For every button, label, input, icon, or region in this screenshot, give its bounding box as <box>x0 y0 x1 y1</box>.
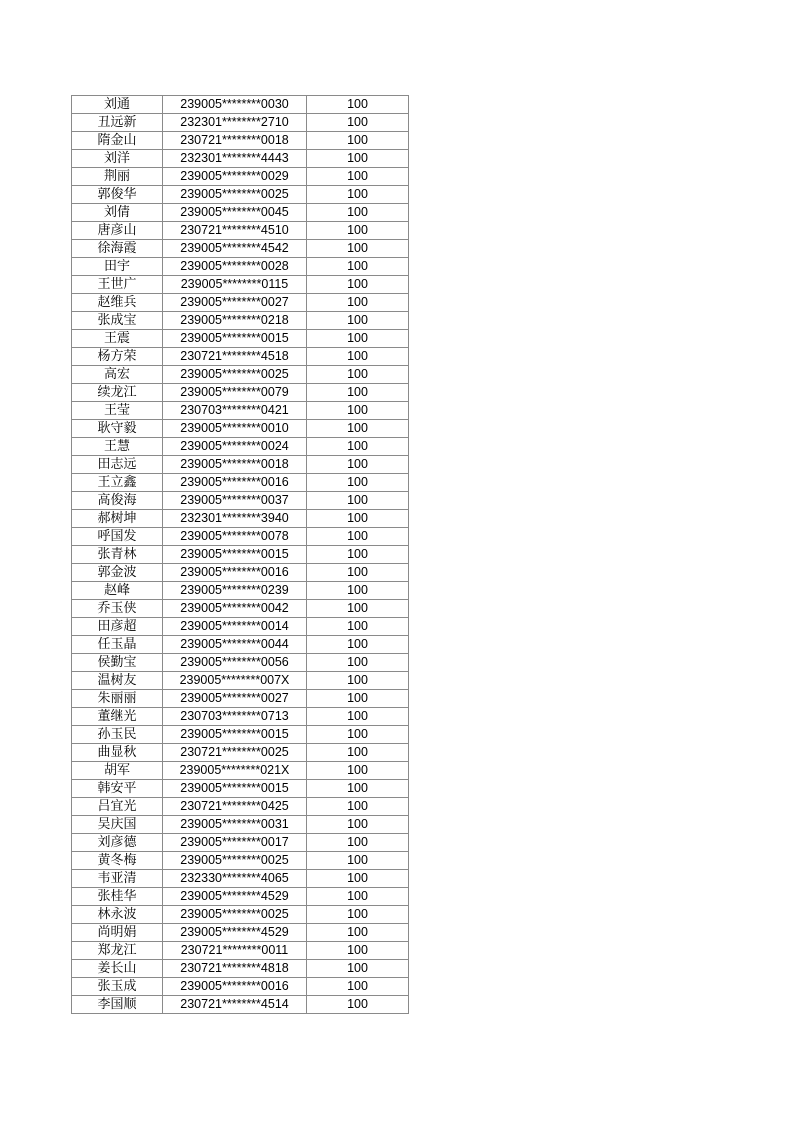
name-cell: 刘倩 <box>72 204 163 222</box>
table-row <box>72 114 409 132</box>
table-row <box>72 330 409 348</box>
table-row <box>72 132 409 150</box>
name-cell: 王立鑫 <box>72 474 163 492</box>
name-cell: 隋金山 <box>72 132 163 150</box>
score-cell: 100 <box>307 492 409 510</box>
table-row <box>72 546 409 564</box>
id-number-cell: 239005********0028 <box>163 258 307 276</box>
score-cell: 100 <box>307 960 409 978</box>
table-row <box>72 168 409 186</box>
id-number-cell: 230721********4818 <box>163 960 307 978</box>
name-cell: 郭俊华 <box>72 186 163 204</box>
score-cell: 100 <box>307 150 409 168</box>
id-number-cell: 239005********0029 <box>163 168 307 186</box>
score-cell: 100 <box>307 978 409 996</box>
id-number-cell: 230721********0025 <box>163 744 307 762</box>
table-row <box>72 636 409 654</box>
id-number-cell: 239005********007X <box>163 672 307 690</box>
id-number-cell: 239005********0015 <box>163 546 307 564</box>
id-number-cell: 239005********0016 <box>163 978 307 996</box>
table-row <box>72 906 409 924</box>
name-cell: 张青林 <box>72 546 163 564</box>
id-number-cell: 230721********4518 <box>163 348 307 366</box>
name-cell: 王慧 <box>72 438 163 456</box>
name-cell: 王震 <box>72 330 163 348</box>
id-number-cell: 239005********0025 <box>163 906 307 924</box>
id-number-cell: 230721********0011 <box>163 942 307 960</box>
table-row <box>72 240 409 258</box>
id-number-cell: 239005********0031 <box>163 816 307 834</box>
id-number-cell: 239005********0030 <box>163 96 307 114</box>
name-cell: 姜长山 <box>72 960 163 978</box>
name-cell: 荆丽 <box>72 168 163 186</box>
name-cell: 田彦超 <box>72 618 163 636</box>
id-number-cell: 239005********0044 <box>163 636 307 654</box>
score-cell: 100 <box>307 420 409 438</box>
score-cell: 100 <box>307 870 409 888</box>
score-cell: 100 <box>307 384 409 402</box>
score-cell: 100 <box>307 996 409 1014</box>
table-row <box>72 816 409 834</box>
table-row <box>72 744 409 762</box>
score-cell: 100 <box>307 528 409 546</box>
id-number-cell: 239005********0014 <box>163 618 307 636</box>
score-cell: 100 <box>307 744 409 762</box>
table-row <box>72 672 409 690</box>
score-cell: 100 <box>307 312 409 330</box>
name-cell: 胡军 <box>72 762 163 780</box>
table-row <box>72 348 409 366</box>
table-row <box>72 690 409 708</box>
score-cell: 100 <box>307 780 409 798</box>
score-cell: 100 <box>307 204 409 222</box>
name-cell: 韦亚清 <box>72 870 163 888</box>
data-table <box>71 95 409 1014</box>
name-cell: 尚明娟 <box>72 924 163 942</box>
table-row <box>72 726 409 744</box>
id-number-cell: 239005********0037 <box>163 492 307 510</box>
name-cell: 乔玉侠 <box>72 600 163 618</box>
table-row <box>72 996 409 1014</box>
name-cell: 王莹 <box>72 402 163 420</box>
id-number-cell: 239005********0025 <box>163 366 307 384</box>
name-cell: 郭金波 <box>72 564 163 582</box>
table-row <box>72 834 409 852</box>
table-row <box>72 888 409 906</box>
score-cell: 100 <box>307 816 409 834</box>
name-cell: 续龙江 <box>72 384 163 402</box>
id-number-cell: 239005********0025 <box>163 186 307 204</box>
score-cell: 100 <box>307 96 409 114</box>
name-cell: 朱丽丽 <box>72 690 163 708</box>
score-cell: 100 <box>307 240 409 258</box>
score-cell: 100 <box>307 186 409 204</box>
score-cell: 100 <box>307 510 409 528</box>
table-row <box>72 96 409 114</box>
id-number-cell: 239005********0018 <box>163 456 307 474</box>
score-cell: 100 <box>307 258 409 276</box>
table-row <box>72 474 409 492</box>
name-cell: 董继光 <box>72 708 163 726</box>
name-cell: 温树友 <box>72 672 163 690</box>
table-row <box>72 366 409 384</box>
id-number-cell: 239005********021X <box>163 762 307 780</box>
score-cell: 100 <box>307 600 409 618</box>
score-cell: 100 <box>307 222 409 240</box>
score-cell: 100 <box>307 546 409 564</box>
score-cell: 100 <box>307 168 409 186</box>
id-number-cell: 232301********4443 <box>163 150 307 168</box>
score-cell: 100 <box>307 924 409 942</box>
name-cell: 黄冬梅 <box>72 852 163 870</box>
id-number-cell: 232330********4065 <box>163 870 307 888</box>
score-cell: 100 <box>307 762 409 780</box>
table-row <box>72 654 409 672</box>
table-row <box>72 852 409 870</box>
score-cell: 100 <box>307 672 409 690</box>
score-cell: 100 <box>307 726 409 744</box>
table-row <box>72 456 409 474</box>
table-row <box>72 798 409 816</box>
id-number-cell: 230721********4514 <box>163 996 307 1014</box>
table-row <box>72 762 409 780</box>
table-row <box>72 510 409 528</box>
score-cell: 100 <box>307 834 409 852</box>
table-row <box>72 942 409 960</box>
name-cell: 赵维兵 <box>72 294 163 312</box>
name-cell: 王世广 <box>72 276 163 294</box>
score-cell: 100 <box>307 798 409 816</box>
table-row <box>72 222 409 240</box>
score-cell: 100 <box>307 654 409 672</box>
table-body <box>72 96 409 1014</box>
table-row <box>72 870 409 888</box>
score-cell: 100 <box>307 582 409 600</box>
score-cell: 100 <box>307 348 409 366</box>
name-cell: 赵峰 <box>72 582 163 600</box>
name-cell: 吕宜光 <box>72 798 163 816</box>
id-number-cell: 239005********0027 <box>163 294 307 312</box>
table-row <box>72 204 409 222</box>
id-number-cell: 239005********0025 <box>163 852 307 870</box>
score-cell: 100 <box>307 294 409 312</box>
name-cell: 田宇 <box>72 258 163 276</box>
id-number-cell: 232301********2710 <box>163 114 307 132</box>
table-row <box>72 924 409 942</box>
name-cell: 郑龙江 <box>72 942 163 960</box>
table-row <box>72 384 409 402</box>
id-number-cell: 239005********0015 <box>163 726 307 744</box>
id-number-cell: 239005********0239 <box>163 582 307 600</box>
table-row <box>72 294 409 312</box>
table-row <box>72 600 409 618</box>
id-number-cell: 239005********0017 <box>163 834 307 852</box>
score-cell: 100 <box>307 888 409 906</box>
name-cell: 丑远新 <box>72 114 163 132</box>
id-number-cell: 239005********0024 <box>163 438 307 456</box>
id-number-cell: 239005********0079 <box>163 384 307 402</box>
id-number-cell: 239005********0042 <box>163 600 307 618</box>
score-cell: 100 <box>307 852 409 870</box>
table-row <box>72 960 409 978</box>
name-cell: 林永波 <box>72 906 163 924</box>
name-cell: 唐彦山 <box>72 222 163 240</box>
table-row <box>72 438 409 456</box>
score-cell: 100 <box>307 618 409 636</box>
id-number-cell: 239005********4542 <box>163 240 307 258</box>
id-number-cell: 239005********0015 <box>163 330 307 348</box>
id-number-cell: 239005********0218 <box>163 312 307 330</box>
score-cell: 100 <box>307 330 409 348</box>
score-cell: 100 <box>307 564 409 582</box>
score-cell: 100 <box>307 438 409 456</box>
id-number-cell: 239005********0016 <box>163 564 307 582</box>
name-cell: 孙玉民 <box>72 726 163 744</box>
name-cell: 侯勤宝 <box>72 654 163 672</box>
score-cell: 100 <box>307 636 409 654</box>
id-number-cell: 230703********0713 <box>163 708 307 726</box>
id-number-cell: 239005********0015 <box>163 780 307 798</box>
name-cell: 刘通 <box>72 96 163 114</box>
table-row <box>72 402 409 420</box>
table-row <box>72 420 409 438</box>
id-number-cell: 239005********4529 <box>163 888 307 906</box>
name-cell: 郝树坤 <box>72 510 163 528</box>
name-cell: 呼国发 <box>72 528 163 546</box>
table-row <box>72 258 409 276</box>
score-cell: 100 <box>307 474 409 492</box>
name-cell: 杨方荣 <box>72 348 163 366</box>
name-cell: 刘彦德 <box>72 834 163 852</box>
score-cell: 100 <box>307 114 409 132</box>
name-cell: 耿守毅 <box>72 420 163 438</box>
name-cell: 张桂华 <box>72 888 163 906</box>
id-number-cell: 230721********0425 <box>163 798 307 816</box>
score-cell: 100 <box>307 906 409 924</box>
name-cell: 吴庆国 <box>72 816 163 834</box>
table-row <box>72 780 409 798</box>
score-cell: 100 <box>307 456 409 474</box>
name-cell: 曲显秋 <box>72 744 163 762</box>
score-cell: 100 <box>307 276 409 294</box>
name-cell: 任玉晶 <box>72 636 163 654</box>
id-number-cell: 230721********0018 <box>163 132 307 150</box>
name-cell: 高俊海 <box>72 492 163 510</box>
name-cell: 张玉成 <box>72 978 163 996</box>
id-number-cell: 232301********3940 <box>163 510 307 528</box>
score-cell: 100 <box>307 132 409 150</box>
id-number-cell: 230703********0421 <box>163 402 307 420</box>
id-number-cell: 230721********4510 <box>163 222 307 240</box>
id-number-cell: 239005********0056 <box>163 654 307 672</box>
name-cell: 李国顺 <box>72 996 163 1014</box>
id-number-cell: 239005********0115 <box>163 276 307 294</box>
id-number-cell: 239005********0016 <box>163 474 307 492</box>
id-number-cell: 239005********0010 <box>163 420 307 438</box>
id-number-cell: 239005********0027 <box>163 690 307 708</box>
table-row <box>72 618 409 636</box>
score-cell: 100 <box>307 708 409 726</box>
table-row <box>72 186 409 204</box>
score-cell: 100 <box>307 366 409 384</box>
table-row <box>72 528 409 546</box>
id-number-cell: 239005********4529 <box>163 924 307 942</box>
table-row <box>72 492 409 510</box>
table-row <box>72 276 409 294</box>
name-cell: 韩安平 <box>72 780 163 798</box>
name-cell: 张成宝 <box>72 312 163 330</box>
name-cell: 高宏 <box>72 366 163 384</box>
table-row <box>72 978 409 996</box>
score-cell: 100 <box>307 942 409 960</box>
name-cell: 田志远 <box>72 456 163 474</box>
name-cell: 刘洋 <box>72 150 163 168</box>
table-row <box>72 150 409 168</box>
table-row <box>72 582 409 600</box>
table-row <box>72 564 409 582</box>
id-number-cell: 239005********0078 <box>163 528 307 546</box>
id-number-cell: 239005********0045 <box>163 204 307 222</box>
score-cell: 100 <box>307 690 409 708</box>
name-cell: 徐海霞 <box>72 240 163 258</box>
table-row <box>72 312 409 330</box>
table-row <box>72 708 409 726</box>
score-cell: 100 <box>307 402 409 420</box>
